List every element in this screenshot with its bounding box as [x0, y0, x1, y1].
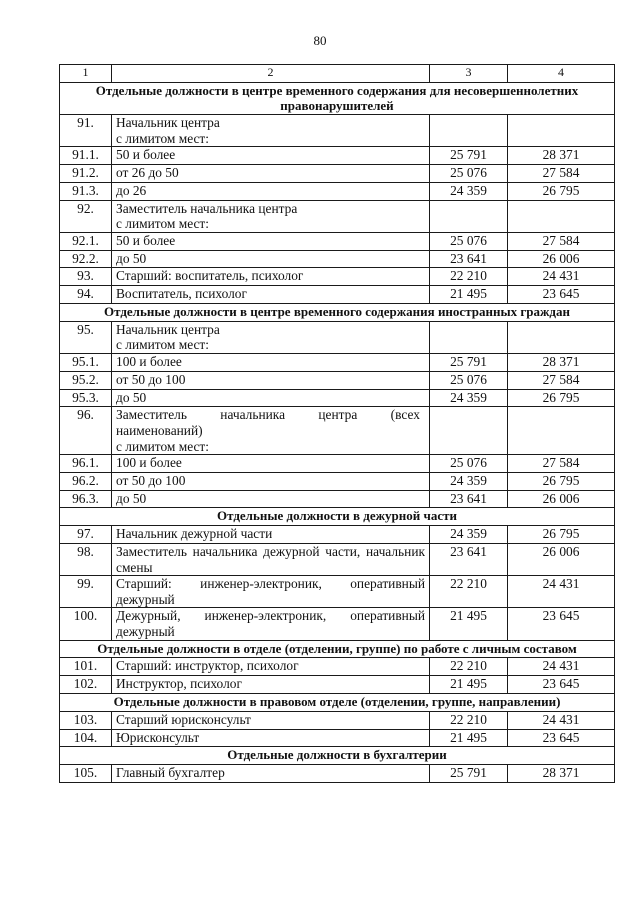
- table-row: [60, 676, 615, 694]
- position-name: до 50: [112, 250, 430, 268]
- position-name: Юрисконсульт: [112, 729, 430, 747]
- position-name: Старший: инженер-электроник, оперативный дежурный: [112, 576, 430, 608]
- table-row-group: [60, 407, 615, 455]
- table-row: [60, 232, 615, 250]
- column-header-row: [60, 65, 615, 83]
- row-number: 98.: [60, 544, 112, 576]
- row-number: 92.2.: [60, 250, 112, 268]
- table-row: [60, 490, 615, 508]
- position-name: Главный бухгалтер: [112, 765, 430, 783]
- table-row: [60, 658, 615, 676]
- salary-col3: 22 210: [430, 711, 508, 729]
- row-number: 91.: [60, 114, 112, 146]
- position-name: Воспитатель, психолог: [112, 286, 430, 304]
- table-row: [60, 164, 615, 182]
- position-name-line: Начальник центра: [116, 114, 220, 130]
- position-name: Инструктор, психолог: [112, 676, 430, 694]
- salary-col4: 24 431: [508, 711, 615, 729]
- row-number: 96.: [60, 407, 112, 455]
- salary-col3: 21 495: [430, 729, 508, 747]
- table-row: [60, 544, 615, 576]
- position-name: 100 и более: [112, 353, 430, 371]
- position-name: Начальник дежурной части: [112, 526, 430, 544]
- row-number: 103.: [60, 711, 112, 729]
- table-row: [60, 250, 615, 268]
- salary-col4: 23 645: [508, 729, 615, 747]
- position-name: до 50: [112, 490, 430, 508]
- section-header-row: [60, 747, 615, 765]
- salary-col4-empty: [508, 200, 615, 232]
- table-row: [60, 472, 615, 490]
- salary-col3: 22 210: [430, 658, 508, 676]
- salary-col3: 23 641: [430, 250, 508, 268]
- column-header-1: 1: [60, 65, 112, 83]
- row-number: 100.: [60, 608, 112, 640]
- table-row: [60, 353, 615, 371]
- salary-col4: 24 431: [508, 576, 615, 608]
- section-title: Отдельные должности в центре временного содержания для несовершеннолетних правонарушителей: [60, 82, 615, 114]
- table-row: [60, 765, 615, 783]
- position-name: от 26 до 50: [112, 164, 430, 182]
- table-row: [60, 182, 615, 200]
- row-number: 97.: [60, 526, 112, 544]
- row-number: 91.3.: [60, 182, 112, 200]
- column-header-3: 3: [430, 65, 508, 83]
- section-header-row: [60, 508, 615, 526]
- table-row: [60, 389, 615, 407]
- table-row-group: [60, 321, 615, 353]
- position-name: от 50 до 100: [112, 472, 430, 490]
- table-row: [60, 576, 615, 608]
- row-number: 105.: [60, 765, 112, 783]
- position-name-line: Заместитель начальника центра (всех: [116, 407, 420, 423]
- row-number: 95.1.: [60, 353, 112, 371]
- salary-col3: 25 076: [430, 232, 508, 250]
- position-name: [112, 407, 430, 455]
- salary-col4: 28 371: [508, 765, 615, 783]
- section-title: Отдельные должности в отделе (отделении, группе) по работе с личным составом: [60, 640, 615, 658]
- position-name-line: Заместитель начальника центра: [116, 200, 298, 216]
- salary-table: [59, 64, 615, 783]
- salary-col4: 23 645: [508, 286, 615, 304]
- section-title: Отдельные должности в бухгалтерии: [60, 747, 615, 765]
- position-name-line: с лимитом мест:: [116, 438, 209, 454]
- salary-col4: 27 584: [508, 371, 615, 389]
- row-number: 91.2.: [60, 164, 112, 182]
- position-name: от 50 до 100: [112, 371, 430, 389]
- salary-col3: 21 495: [430, 286, 508, 304]
- position-name: Заместитель начальника дежурной части, начальник смены: [112, 544, 430, 576]
- page-number: 80: [313, 33, 327, 48]
- salary-col3: 25 076: [430, 455, 508, 473]
- salary-col3: 25 076: [430, 164, 508, 182]
- row-number: 96.3.: [60, 490, 112, 508]
- row-number: 94.: [60, 286, 112, 304]
- salary-col4-empty: [508, 114, 615, 146]
- salary-col3: 24 359: [430, 182, 508, 200]
- position-name: 100 и более: [112, 455, 430, 473]
- position-name: Старший: воспитатель, психолог: [112, 268, 430, 286]
- salary-col3: 23 641: [430, 544, 508, 576]
- position-name: 50 и более: [112, 147, 430, 165]
- salary-col4: 26 006: [508, 250, 615, 268]
- column-header-4: 4: [508, 65, 615, 83]
- salary-col3: 21 495: [430, 676, 508, 694]
- salary-col4: 28 371: [508, 353, 615, 371]
- section-header-row: [60, 694, 615, 712]
- row-number: 95.3.: [60, 389, 112, 407]
- salary-col3: 23 641: [430, 490, 508, 508]
- salary-col4: 24 431: [508, 268, 615, 286]
- row-number: 101.: [60, 658, 112, 676]
- row-number: 91.1.: [60, 147, 112, 165]
- salary-col4: 26 795: [508, 182, 615, 200]
- salary-col4: 24 431: [508, 658, 615, 676]
- salary-col4: 27 584: [508, 455, 615, 473]
- table-row: [60, 286, 615, 304]
- row-number: 92.: [60, 200, 112, 232]
- salary-col4: 28 371: [508, 147, 615, 165]
- salary-col3: 21 495: [430, 608, 508, 640]
- salary-col3: 22 210: [430, 268, 508, 286]
- row-number: 102.: [60, 676, 112, 694]
- position-name: до 50: [112, 389, 430, 407]
- position-name: [112, 114, 430, 146]
- salary-col4-empty: [508, 321, 615, 353]
- row-number: 95.2.: [60, 371, 112, 389]
- salary-col4: 27 584: [508, 164, 615, 182]
- position-name: Старший юрисконсульт: [112, 711, 430, 729]
- section-title: Отдельные должности в центре временного содержания иностранных граждан: [60, 303, 615, 321]
- section-header-row: [60, 640, 615, 658]
- row-number: 104.: [60, 729, 112, 747]
- section-header-row: [60, 82, 615, 114]
- table-row-group: [60, 114, 615, 146]
- position-name-line: с лимитом мест:: [116, 337, 209, 353]
- row-number: 93.: [60, 268, 112, 286]
- salary-col4: 23 645: [508, 608, 615, 640]
- table-row: [60, 526, 615, 544]
- table-row: [60, 147, 615, 165]
- position-name: до 26: [112, 182, 430, 200]
- table-row: [60, 608, 615, 640]
- salary-col3-empty: [430, 321, 508, 353]
- position-name: [112, 200, 430, 232]
- salary-col4: 26 006: [508, 490, 615, 508]
- salary-col3: 25 791: [430, 353, 508, 371]
- position-name: Дежурный, инженер-электроник, оперативный дежурный: [112, 608, 430, 640]
- position-name-line: наименований): [116, 422, 203, 438]
- salary-col4-empty: [508, 407, 615, 455]
- position-name-line: с лимитом мест:: [116, 216, 209, 232]
- salary-col3: 24 359: [430, 472, 508, 490]
- salary-col3-empty: [430, 200, 508, 232]
- salary-col4: 26 006: [508, 544, 615, 576]
- section-title: Отдельные должности в дежурной части: [60, 508, 615, 526]
- table-row: [60, 371, 615, 389]
- salary-col3: 22 210: [430, 576, 508, 608]
- row-number: 95.: [60, 321, 112, 353]
- salary-col3: 24 359: [430, 389, 508, 407]
- row-number: 96.2.: [60, 472, 112, 490]
- row-number: 96.1.: [60, 455, 112, 473]
- position-name: [112, 321, 430, 353]
- column-header-2: 2: [112, 65, 430, 83]
- table-row: [60, 268, 615, 286]
- salary-col4: 26 795: [508, 526, 615, 544]
- salary-col3: 25 791: [430, 147, 508, 165]
- salary-col4: 26 795: [508, 389, 615, 407]
- section-header-row: [60, 303, 615, 321]
- position-name-line: Начальник центра: [116, 321, 220, 337]
- row-number: 92.1.: [60, 232, 112, 250]
- salary-col4: 26 795: [508, 472, 615, 490]
- salary-col3: 24 359: [430, 526, 508, 544]
- position-name: 50 и более: [112, 232, 430, 250]
- table-row-group: [60, 200, 615, 232]
- salary-col3: 25 791: [430, 765, 508, 783]
- salary-col3-empty: [430, 407, 508, 455]
- salary-col3: 25 076: [430, 371, 508, 389]
- row-number: 99.: [60, 576, 112, 608]
- table-row: [60, 711, 615, 729]
- table-row: [60, 729, 615, 747]
- salary-col3-empty: [430, 114, 508, 146]
- section-title: Отдельные должности в правовом отделе (отделении, группе, направлении): [60, 694, 615, 712]
- position-name: Старший: инструктор, психолог: [112, 658, 430, 676]
- table-body: [60, 65, 615, 783]
- salary-col4: 27 584: [508, 232, 615, 250]
- salary-col4: 23 645: [508, 676, 615, 694]
- position-name-line: с лимитом мест:: [116, 130, 209, 146]
- table-row: [60, 455, 615, 473]
